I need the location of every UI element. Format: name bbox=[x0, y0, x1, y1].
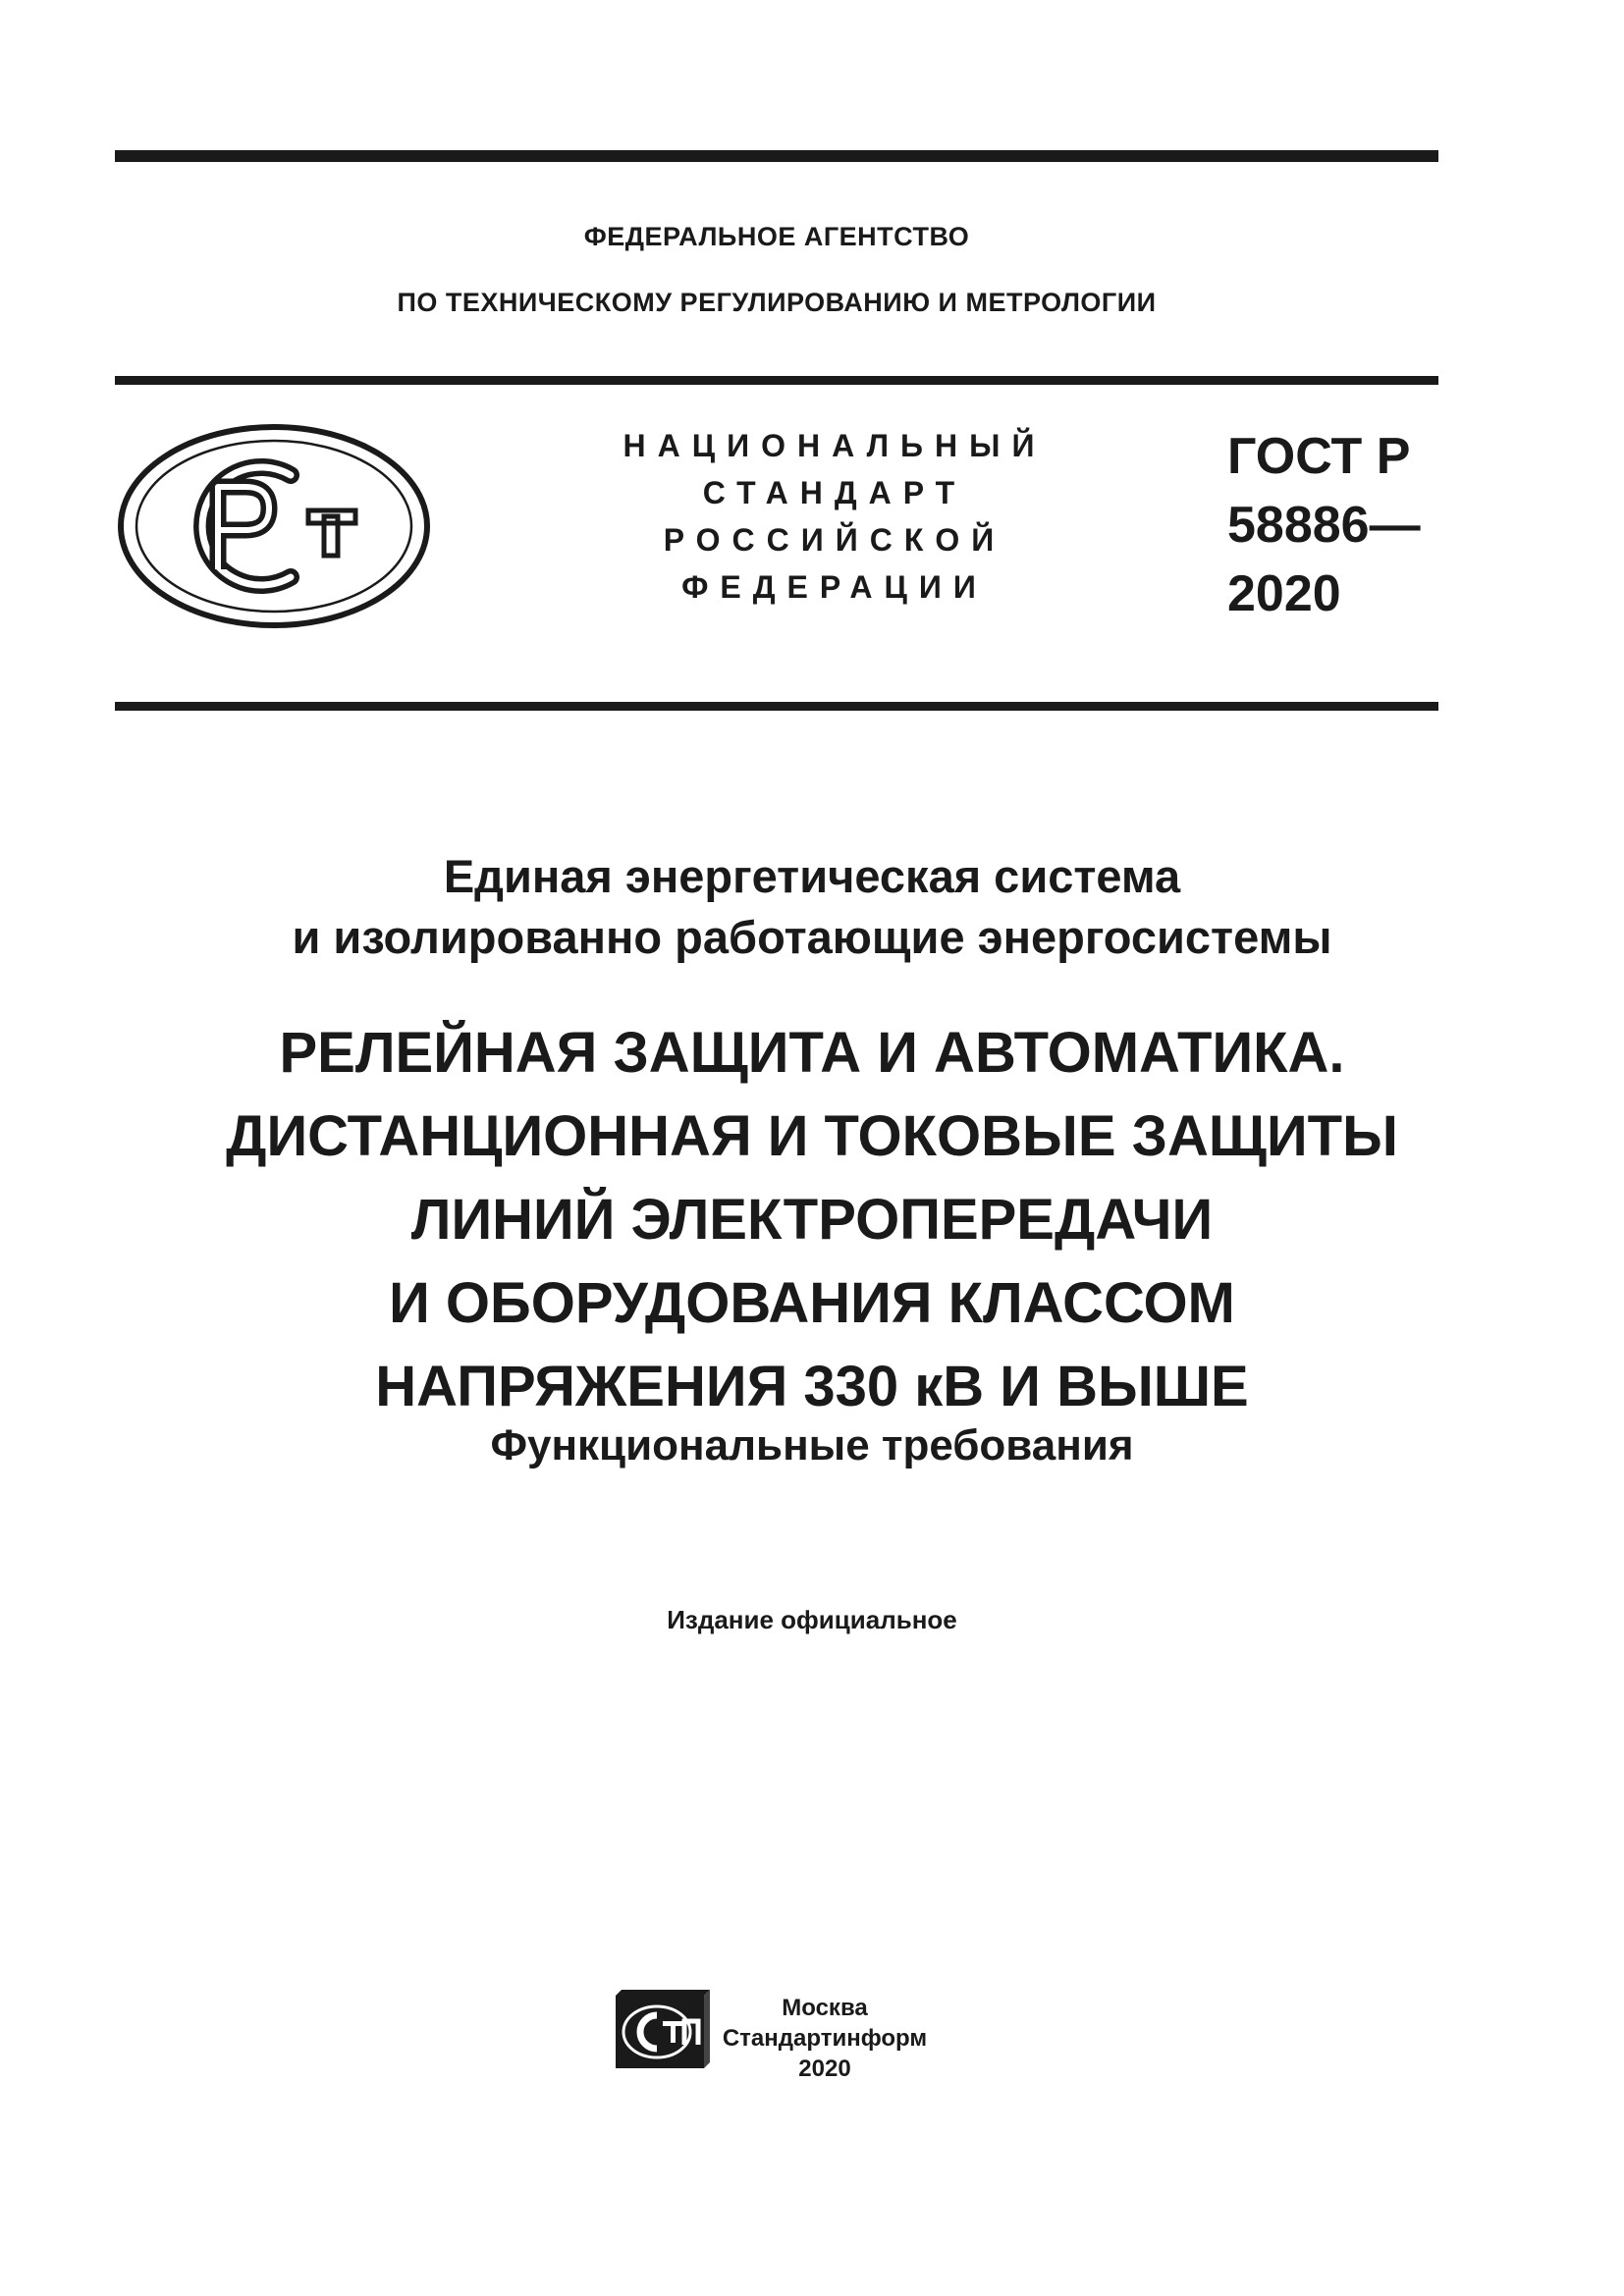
national-standard-label bbox=[609, 422, 1060, 611]
national-standard-line-4: ФЕДЕРАЦИИ bbox=[681, 569, 988, 605]
edition-label: Издание официальное bbox=[667, 1605, 957, 1634]
middle-rule bbox=[115, 376, 1438, 385]
main-title-line-2: ДИСТАНЦИОННАЯ И ТОКОВЫЕ ЗАЩИТЫ bbox=[226, 1104, 1398, 1168]
main-title-line-4: И ОБОРУДОВАНИЯ КЛАССОМ bbox=[389, 1271, 1235, 1335]
publisher-info bbox=[717, 1993, 933, 2084]
national-standard-line-1: НАЦИОНАЛЬНЫЙ bbox=[623, 428, 1047, 463]
main-title-line-3: ЛИНИЙ ЭЛЕКТРОПЕРЕДАЧИ bbox=[410, 1188, 1214, 1252]
lower-rule bbox=[115, 702, 1438, 711]
national-standard-line-2: СТАНДАРТ bbox=[702, 475, 967, 510]
standard-designation bbox=[1227, 422, 1421, 628]
main-title-line-1: РЕЛЕЙНАЯ ЗАЩИТА И АВТОМАТИКА. bbox=[279, 1021, 1345, 1085]
top-rule bbox=[115, 150, 1438, 162]
rst-logo-icon bbox=[116, 422, 432, 630]
standartinform-logo-icon bbox=[614, 1988, 712, 2072]
national-standard-line-3: РОССИЙСКОЙ bbox=[663, 522, 1006, 558]
publisher-city: Москва bbox=[782, 1995, 868, 2021]
publisher-year: 2020 bbox=[798, 2056, 851, 2082]
designation-line-2: 58886— bbox=[1227, 497, 1421, 554]
series-title bbox=[115, 846, 1509, 968]
series-title-line-2: и изолированно работающие энергосистемы bbox=[292, 911, 1332, 963]
publisher-name: Стандартинформ bbox=[722, 2025, 928, 2052]
designation-line-1: ГОСТ Р bbox=[1227, 428, 1411, 485]
subtitle: Функциональные требования bbox=[490, 1421, 1134, 1469]
agency-line-2: ПО ТЕХНИЧЕСКОМУ РЕГУЛИРОВАНИЮ И МЕТРОЛОГИИ bbox=[397, 288, 1157, 317]
agency-line-1: ФЕДЕРАЛЬНОЕ АГЕНТСТВО bbox=[583, 222, 970, 251]
main-title-line-5: НАПРЯЖЕНИЯ 330 кВ И ВЫШЕ bbox=[375, 1355, 1249, 1418]
main-title bbox=[115, 1011, 1509, 1428]
series-title-line-1: Единая энергетическая система bbox=[443, 850, 1181, 902]
designation-line-3: 2020 bbox=[1227, 565, 1341, 622]
